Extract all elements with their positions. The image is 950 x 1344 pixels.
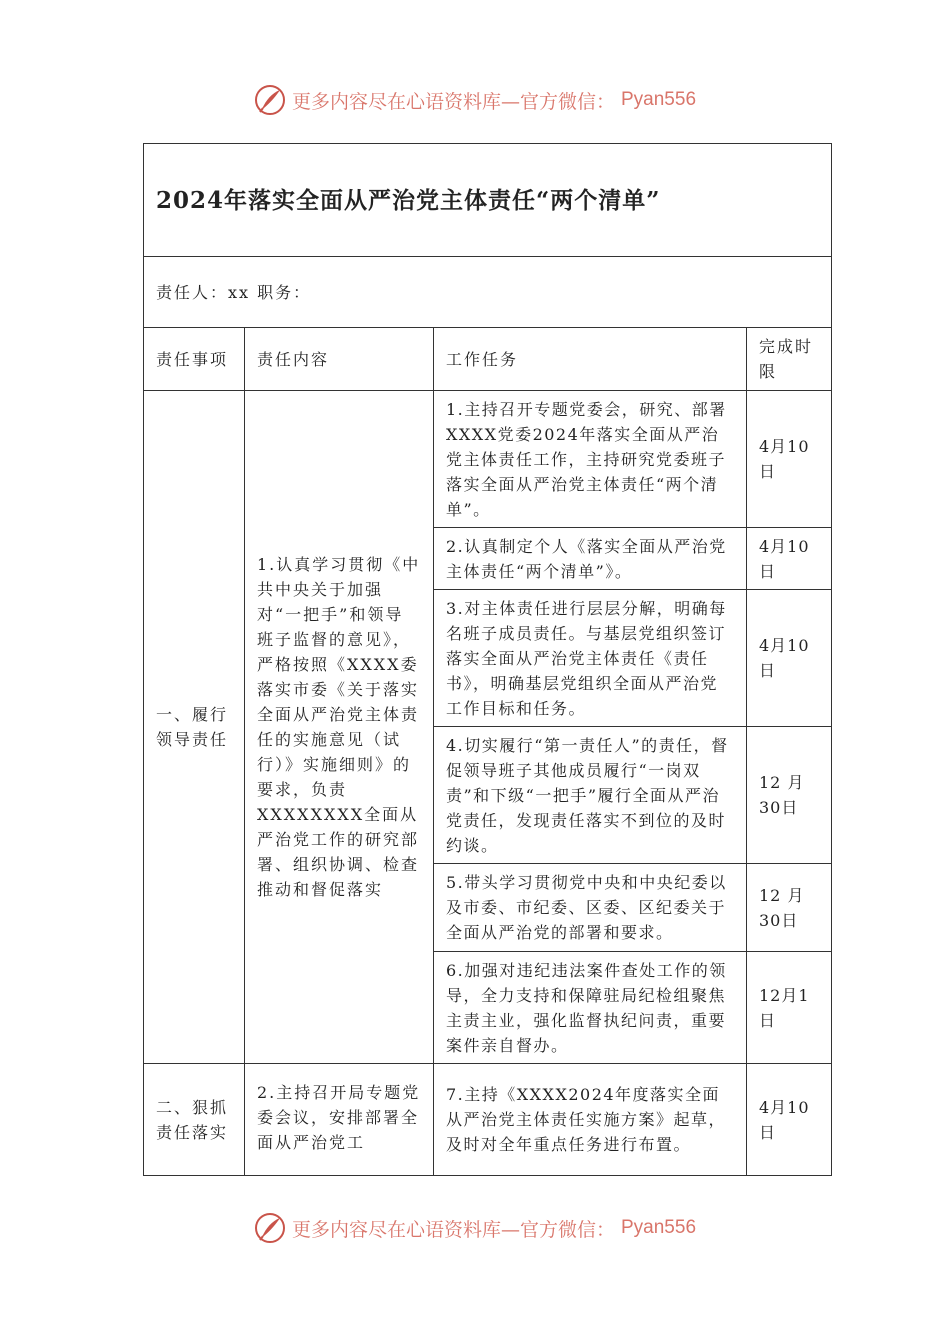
header-task: 工作任务 xyxy=(434,328,747,391)
responsibility-table xyxy=(143,143,832,1176)
header-deadline: 完成时限 xyxy=(747,328,832,391)
deadline-cell: 12 月30日 xyxy=(747,864,832,952)
section-item-1: 一、履行领导责任 xyxy=(144,391,245,1064)
section-content-1: 1.认真学习贯彻《中共中央关于加强对“一把手”和领导班子监督的意见》，严格按照《XXXX委落实市委《关于落实全面从严治党主体责任的实施意见（试行）》实施细则》的要求，负责XXXXXXXX全面从严治党工作的研究部署、组织协调、检查推动和督促落实 xyxy=(245,391,434,1064)
table-header-row xyxy=(144,328,832,391)
watermark-bottom xyxy=(0,1212,950,1244)
deadline-cell: 12月1日 xyxy=(747,952,832,1064)
task-cell: 7.主持《XXXX2024年度落实全面从严治党主体责任实施方案》起草，及时对全年重点任务进行布置。 xyxy=(434,1064,747,1176)
deadline-cell: 4月10日 xyxy=(747,590,832,727)
deadline-cell: 12 月30日 xyxy=(747,727,832,864)
task-cell: 3.对主体责任进行层层分解，明确每名班子成员责任。与基层党组织签订落实全面从严治党主体责任《责任书》，明确基层党组织全面从严治党工作目标和任务。 xyxy=(434,590,747,727)
watermark-wechat-id: Pyan556 xyxy=(621,1217,697,1238)
watermark-text: 更多内容尽在心语资料库—官方微信： xyxy=(291,1218,615,1241)
feather-pen-logo-icon xyxy=(254,84,286,116)
watermark-wechat-id: Pyan556 xyxy=(621,89,697,110)
deadline-cell: 4月10日 xyxy=(747,391,832,528)
header-content: 责任内容 xyxy=(245,328,434,391)
section-content-2: 2.主持召开局专题党委会议，安排部署全面从严治党工 xyxy=(245,1064,434,1176)
table-row xyxy=(144,391,832,528)
task-cell: 4.切实履行“第一责任人”的责任，督促领导班子其他成员履行“一岗双责”和下级“一把手”履行全面从严治党责任，发现责任落实不到位的及时约谈。 xyxy=(434,727,747,864)
section-item-2: 二、狠抓责任落实 xyxy=(144,1064,245,1176)
responsible-person-line: 责任人：xx 职务： xyxy=(144,257,832,328)
watermark-text: 更多内容尽在心语资料库—官方微信： xyxy=(291,90,615,113)
task-cell: 1.主持召开专题党委会，研究、部署XXXX党委2024年落实全面从严治党主体责任工作，主持研究党委班子落实全面从严治党主体责任“两个清单”。 xyxy=(434,391,747,528)
task-cell: 2.认真制定个人《落实全面从严治党主体责任“两个清单”》。 xyxy=(434,528,747,590)
header-item: 责任事项 xyxy=(144,328,245,391)
task-cell: 6.加强对违纪违法案件查处工作的领导，全力支持和保障驻局纪检组聚焦主责主业，强化监督执纪问责，重要案件亲自督办。 xyxy=(434,952,747,1064)
feather-pen-logo-icon xyxy=(254,1212,286,1244)
task-cell: 5.带头学习贯彻党中央和中央纪委以及市委、市纪委、区委、区纪委关于全面从严治党的部署和要求。 xyxy=(434,864,747,952)
document-title: 2024年落实全面从严治党主体责任“两个清单” xyxy=(144,144,832,257)
deadline-cell: 4月10日 xyxy=(747,528,832,590)
table-row xyxy=(144,1064,832,1176)
deadline-cell: 4月10日 xyxy=(747,1064,832,1176)
watermark-top xyxy=(0,84,950,116)
